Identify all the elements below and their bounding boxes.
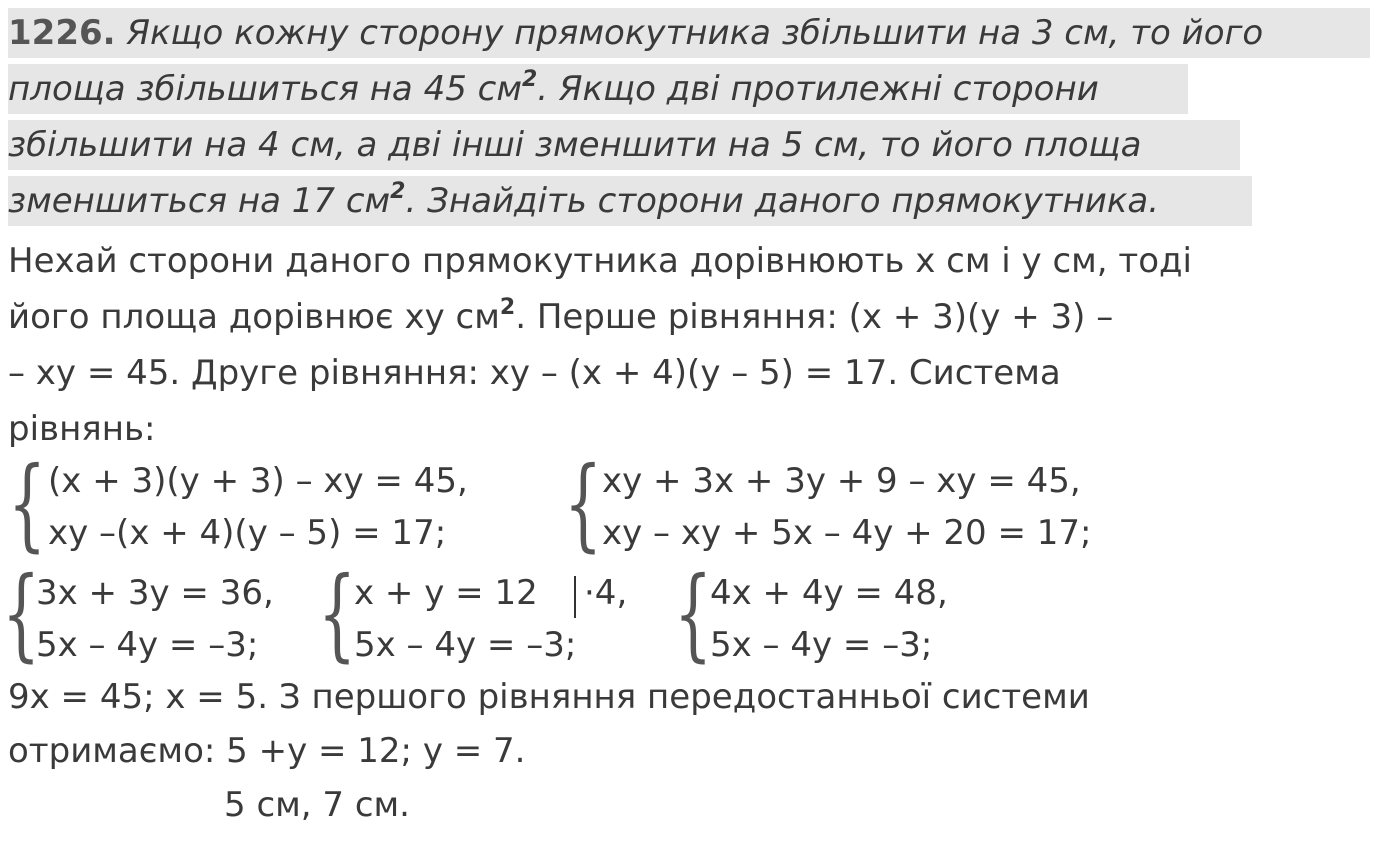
solution-line-5: 9x = 45; x = 5. З першого рівняння передостанньої системи [8,677,1090,717]
solution-line-2 [8,292,1113,342]
problem-text-3: збільшити на 4 см, а дві інші зменшити на 5 см, то його площа [8,125,1142,165]
superscript: 2 [390,179,406,204]
system-5-eq-1: 4x + 4y = 48, [710,573,948,613]
problem-text-1: Якщо кожну сторону прямокутника збільшити на 3 см, то його [126,13,1264,53]
system-4-eq-2: 5x – 4y = –3; [354,625,577,665]
answer: 5 см, 7 см. [224,785,410,825]
problem-text-2b: . Якщо дві протилежні сторони [537,69,1099,109]
solution-line-3: – xy = 45. Друге рівняння: xy – (x + 4)(y – 5) = 17. Система [8,353,1061,393]
solution-line-1: Нехай сторони даного прямокутника дорівнюють x см і y см, тоді [8,241,1192,281]
system-brace: { [2,555,41,672]
problem-line-2 [8,64,1188,114]
system-4-multiplier: ·4, [584,573,628,613]
solution-line-4: рівнянь: [8,409,156,449]
solution-text: його площа дорівнює xy см [8,297,500,337]
system-brace: { [318,555,357,672]
superscript: 2 [521,67,538,92]
system-5-eq-2: 5x – 4y = –3; [710,625,933,665]
superscript: 2 [499,295,516,320]
solution-text: . Перше рівняння: (x + 3)(y + 3) – [515,297,1114,337]
problem-number: 1226. [8,13,116,53]
problem-text-2: площа збільшиться на 45 см [8,69,522,109]
system-4-eq-1: x + y = 12 [354,573,538,613]
solution-line-6: отримаємо: 5 +y = 12; y = 7. [8,731,526,771]
system-1-eq-1: (x + 3)(y + 3) – xy = 45, [48,461,468,501]
system-1-eq-2: xy –(x + 4)(y – 5) = 17; [48,513,447,553]
system-brace: { [8,445,47,562]
problem-text-4: зменшиться на 17 см [8,181,391,221]
problem-line-3 [8,120,1240,170]
system-brace: { [674,555,713,672]
multiplier-bar [574,576,576,618]
problem-line-4 [8,176,1252,226]
problem-line-1 [8,8,1370,58]
system-2-eq-2: xy – xy + 5x – 4y + 20 = 17; [602,513,1092,553]
system-brace: { [564,445,603,562]
problem-text-4b: . Знайдіть сторони даного прямокутника. [405,181,1160,221]
system-3-eq-1: 3x + 3y = 36, [36,573,274,613]
system-3-eq-2: 5x – 4y = –3; [36,625,259,665]
system-2-eq-1: xy + 3x + 3y + 9 – xy = 45, [602,461,1081,501]
